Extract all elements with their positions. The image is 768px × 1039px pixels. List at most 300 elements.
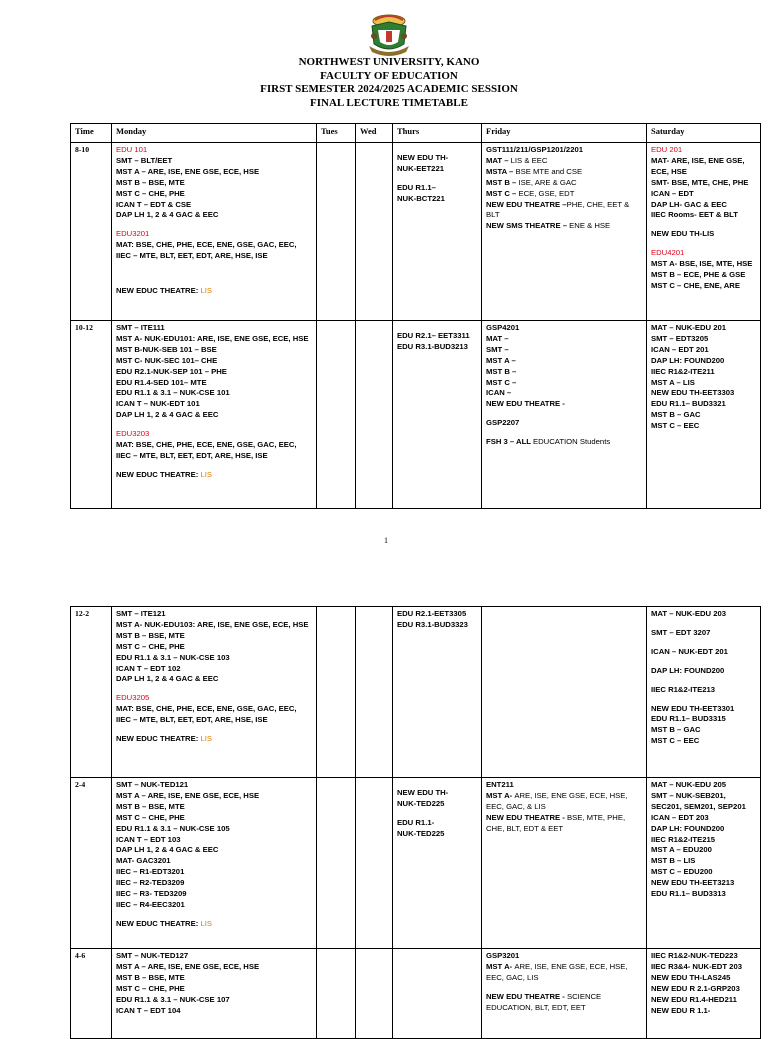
time-cell: 10-12: [71, 321, 112, 509]
line-text: SEC201, SEM201, SEP201: [651, 801, 746, 811]
line-text: ENE & HSE: [569, 221, 611, 231]
course-line: [397, 194, 477, 205]
course-line: [397, 788, 477, 799]
spacer: [397, 810, 477, 818]
line-text: MAT: BSE, CHE, PHE, ECE, ENE, GSE, GAC, EEC,: [116, 440, 297, 450]
time-cell: 4-6: [71, 949, 112, 1039]
line-text: EDU R3.1-BUD3213: [397, 341, 468, 351]
cell-saturday: [647, 143, 761, 321]
line-text: GSP4201: [486, 323, 520, 332]
line-text: IIEC R1&2-NUK-TED223: [651, 951, 738, 960]
line-text: MST C – EEC: [651, 421, 700, 431]
dept-highlight: LIS: [200, 286, 212, 296]
line-text: NEW EDU THEATRE -: [486, 991, 567, 1001]
line-text: MAT: BSE, CHE, PHE, ECE, ENE, GSE, GAC, EEC,: [116, 704, 297, 714]
course-line: [651, 780, 756, 791]
line-text: EDU R1.1 & 3.1 – NUK-CSE 103: [116, 652, 230, 662]
spacer: [397, 145, 477, 153]
dept-highlight: LIS: [200, 918, 212, 928]
line-text: MST C –: [486, 188, 519, 198]
document-header: [0, 56, 768, 110]
course-line: [651, 323, 756, 334]
course-line: [651, 167, 756, 178]
university-name: NORTHWEST UNIVERSITY, KANO: [298, 56, 480, 68]
cell-thurs: [393, 778, 482, 949]
course-line: [651, 889, 756, 900]
line-text: EDU R2.1-EET3305: [397, 609, 467, 618]
line-text: MST C –: [486, 377, 517, 387]
course-line: [651, 984, 756, 995]
course-line: [116, 356, 312, 367]
line-text: CHE, BLT, EDT & EET: [486, 823, 564, 833]
spacer: [397, 323, 477, 331]
course-line: [486, 388, 642, 399]
course-line: [116, 200, 312, 211]
course-code: EDU4201: [651, 248, 685, 258]
document-title: FINAL LECTURE TIMETABLE: [310, 96, 468, 109]
timeslot-row: [71, 143, 761, 321]
line-text: ICAN –: [486, 388, 512, 398]
cell-saturday: [647, 321, 761, 509]
line-text: EDU R1.1 & 3.1 – NUK-CSE 107: [116, 994, 230, 1004]
cell-tues: [317, 949, 356, 1039]
course-line: [116, 229, 312, 240]
line-text: MST B – GAC: [651, 725, 701, 735]
course-line: [397, 818, 477, 829]
line-text: MST A-: [486, 790, 515, 800]
spacer: [486, 984, 642, 992]
line-text: SMT – NUK-TED121: [116, 780, 189, 789]
line-text: MST B – BSE, MTE: [116, 972, 185, 982]
course-line: [397, 609, 477, 620]
line-text: MST A – LIS: [651, 377, 695, 387]
col-header-saturday: Saturday: [647, 124, 761, 143]
course-line: [651, 178, 756, 189]
line-text: SCIENCE: [567, 991, 602, 1001]
line-text: SMT – NUK-TED127: [116, 951, 189, 960]
course-line: [397, 829, 477, 840]
line-text: MST C – EDU200: [651, 867, 713, 877]
line-text: DAP LH- GAC & EEC: [651, 199, 727, 209]
spacer: [651, 620, 756, 628]
course-line: [651, 704, 756, 715]
line-text: MST C – CHE, PHE: [116, 812, 185, 822]
line-text: MST A – EDU200: [651, 845, 712, 855]
course-line: [116, 951, 312, 962]
line-text: MST A- BSE, ISE, MTE, HSE: [651, 259, 753, 269]
header-row: [71, 124, 761, 143]
line-text: MST B-NUK-SEB 101 – BSE: [116, 344, 217, 354]
cell-friday: [482, 143, 647, 321]
cell-thurs: [393, 321, 482, 509]
course-line: [116, 780, 312, 791]
line-text: BSE, MTE, PHE,: [567, 812, 626, 822]
line-text: MST A –: [486, 355, 516, 365]
line-text: MST A – ARE, ISE, ENE GSE, ECE, HSE: [116, 166, 260, 176]
course-line: [116, 704, 312, 715]
line-text: EDU R3.1-BUD3323: [397, 619, 468, 629]
course-code: EDU3205: [116, 693, 150, 703]
course-line: [116, 378, 312, 389]
course-line: [116, 1006, 312, 1017]
cell-wed: [356, 607, 393, 778]
cell-wed: [356, 778, 393, 949]
line-text: MST A- NUK-EDU103: ARE, ISE, ENE GSE, ECE, HSE: [116, 619, 309, 629]
course-line: [651, 200, 756, 211]
course-line: [651, 725, 756, 736]
course-line: [486, 334, 642, 345]
course-line: [116, 609, 312, 620]
course-line: [116, 334, 312, 345]
course-line: [651, 356, 756, 367]
line-text: IIEC – R2-TED3209: [116, 878, 185, 888]
faculty-name: FACULTY OF EDUCATION: [320, 69, 458, 82]
course-line: [116, 323, 312, 334]
course-line: [397, 153, 477, 164]
line-text: EDU R2.1-NUK-SEP 101 – PHE: [116, 366, 227, 376]
line-text: NEW EDU TH-EET3303: [651, 388, 735, 398]
course-line: [486, 221, 642, 232]
line-text: EDU R1.1 & 3.1 – NUK-CSE 101: [116, 388, 230, 398]
line-text: EDU R1.4-SED 101– MTE: [116, 377, 207, 387]
cell-monday: [112, 143, 317, 321]
line-text: IIEC – MTE, BLT, EET, EDT, ARE, HSE, ISE: [116, 450, 268, 460]
course-line: [116, 145, 312, 156]
course-line: [651, 973, 756, 984]
course-line: [486, 418, 642, 429]
line-text: DAP LH: FOUND200: [651, 823, 725, 833]
line-text: BLT: [486, 210, 500, 220]
course-line: [651, 995, 756, 1006]
course-line: [486, 992, 642, 1003]
course-line: [116, 664, 312, 675]
line-text: PHE, CHE, EET &: [566, 199, 630, 209]
course-line: [651, 259, 756, 270]
course-line: [116, 835, 312, 846]
course-line: [486, 356, 642, 367]
cell-tues: [317, 143, 356, 321]
line-text: MST C – CHE, PHE: [116, 641, 185, 651]
course-line: [486, 824, 642, 835]
col-header-wed: Wed: [356, 124, 393, 143]
course-line: [116, 388, 312, 399]
course-line: [116, 900, 312, 911]
course-line: [116, 856, 312, 867]
timeslot-row: [71, 949, 761, 1039]
line-text: GSP3201: [486, 951, 520, 960]
cell-wed: [356, 949, 393, 1039]
course-line: [651, 156, 756, 167]
line-text: GSP2207: [486, 418, 520, 428]
course-line: [116, 631, 312, 642]
course-line: [651, 399, 756, 410]
dept-highlight: LIS: [200, 734, 212, 744]
col-header-thurs: Thurs: [393, 124, 482, 143]
cell-monday: [112, 321, 317, 509]
course-line: [651, 378, 756, 389]
course-line: [116, 734, 312, 745]
course-line: [651, 824, 756, 835]
cell-saturday: [647, 778, 761, 949]
cell-monday: [112, 607, 317, 778]
course-line: [486, 200, 642, 211]
course-line: [486, 167, 642, 178]
course-line: [116, 802, 312, 813]
course-line: [486, 973, 642, 984]
course-line: [651, 281, 756, 292]
line-text: EDU R2.1– EET3311: [397, 331, 470, 340]
line-text: SMT – EDT3205: [651, 333, 709, 343]
line-text: NEW EDU TH-LAS245: [651, 972, 731, 982]
line-text: NEW EDUC THEATRE:: [116, 469, 201, 479]
course-line: [116, 674, 312, 685]
course-line: [486, 399, 642, 410]
session-title: FIRST SEMESTER 2024/2025 ACADEMIC SESSION: [260, 83, 518, 95]
course-line: [651, 410, 756, 421]
line-text: ECE, GSE, EDT: [518, 188, 575, 198]
time-cell: 8-10: [71, 143, 112, 321]
course-line: [651, 666, 756, 677]
course-line: [651, 229, 756, 240]
course-code: EDU3203: [116, 429, 150, 439]
spacer: [116, 221, 312, 229]
course-line: [651, 367, 756, 378]
line-text: IIEC – R3- TED3209: [116, 889, 187, 899]
course-line: [651, 647, 756, 658]
course-line: [116, 845, 312, 856]
line-text: SMT – ITE111: [116, 323, 165, 332]
line-text: ICAN T – EDT 103: [116, 834, 181, 844]
line-text: MST B – BSE, MTE: [116, 177, 185, 187]
course-line: [486, 145, 642, 156]
course-line: [651, 802, 756, 813]
course-code: EDU3201: [116, 229, 150, 239]
line-text: NEW EDU TH-EET3301: [651, 703, 735, 713]
course-line: [486, 189, 642, 200]
cell-wed: [356, 321, 393, 509]
course-line: [651, 628, 756, 639]
course-line: [486, 780, 642, 791]
line-text: MST C- NUK-SEC 101– CHE: [116, 355, 218, 365]
course-line: [651, 1006, 756, 1017]
cell-friday: [482, 778, 647, 949]
cell-thurs: [393, 607, 482, 778]
line-text: NEW EDUC THEATRE:: [116, 286, 201, 296]
time-cell: 2-4: [71, 778, 112, 949]
col-header-time: Time: [71, 124, 112, 143]
timeslot-row: [71, 607, 761, 778]
line-text: SMT – NUK-SEB201,: [651, 790, 726, 800]
line-text: MST B – BSE, MTE: [116, 630, 185, 640]
spacer: [116, 270, 312, 278]
time-cell: 12-2: [71, 607, 112, 778]
line-text: NUK-TED225: [397, 798, 445, 808]
line-text: DAP LH 1, 2 & 4 GAC & EEC: [116, 210, 219, 220]
line-text: MST B – BSE, MTE: [116, 801, 185, 811]
course-line: [651, 791, 756, 802]
line-text: MAT –: [486, 333, 509, 343]
spacer: [651, 658, 756, 666]
line-text: IIEC R3&4- NUK-EDT 203: [651, 961, 742, 971]
line-text: MAT – NUK-EDU 201: [651, 323, 727, 332]
line-text: EDUCATION, BLT, EDT, EET: [486, 1002, 586, 1012]
spacer: [651, 677, 756, 685]
cell-friday: [482, 321, 647, 509]
line-text: MST A – ARE, ISE, ENE GSE, ECE, HSE: [116, 790, 260, 800]
line-text: SMT – ITE121: [116, 609, 166, 618]
spacer: [397, 175, 477, 183]
course-line: [486, 210, 642, 221]
line-text: IIEC Rooms- EET & BLT: [651, 210, 738, 220]
line-text: ECE, HSE: [651, 166, 687, 176]
line-text: DAP LH 1, 2 & 4 GAC & EEC: [116, 410, 219, 420]
line-text: MST B –: [486, 177, 519, 187]
course-line: [486, 1003, 642, 1014]
course-line: [651, 951, 756, 962]
line-text: MST C – CHE, ENE, ARE: [651, 280, 740, 290]
line-text: LIS & EEC: [510, 155, 548, 165]
line-text: EDU R1.1-: [397, 817, 435, 827]
line-text: DAP LH 1, 2 & 4 GAC & EEC: [116, 674, 219, 684]
page-number: 1: [384, 536, 388, 545]
course-line: [116, 824, 312, 835]
line-text: EDUCATION Students: [533, 437, 611, 447]
line-text: SMT – BLT/EET: [116, 155, 173, 165]
line-text: MST A-: [486, 961, 515, 971]
line-text: GST111/211/GSP1201/2201: [486, 145, 584, 154]
course-line: [116, 813, 312, 824]
course-line: [116, 470, 312, 481]
line-text: EDU R1.1– BUD3313: [651, 889, 726, 899]
cell-monday: [112, 778, 317, 949]
line-text: MST B – ECE, PHE & GSE: [651, 270, 746, 280]
course-line: [651, 145, 756, 156]
line-text: IIEC – MTE, BLT, EET, EDT, ARE, HSE, ISE: [116, 715, 268, 725]
line-text: NEW EDU R 1.1-: [651, 1005, 711, 1015]
course-line: [116, 620, 312, 631]
cell-monday: [112, 949, 317, 1039]
line-text: NEW EDU TH-: [397, 153, 449, 162]
line-text: NEW EDUC THEATRE:: [116, 918, 201, 928]
line-text: ICAN – EDT 201: [651, 344, 709, 354]
course-line: [651, 878, 756, 889]
course-line: [116, 791, 312, 802]
course-line: [116, 962, 312, 973]
spacer: [486, 410, 642, 418]
line-text: NEW EDU TH-LIS: [651, 229, 715, 239]
course-line: [116, 167, 312, 178]
course-line: [397, 164, 477, 175]
cell-wed: [356, 143, 393, 321]
line-text: NEW EDU TH-EET3213: [651, 878, 735, 888]
cell-saturday: [647, 607, 761, 778]
course-line: [486, 378, 642, 389]
spacer: [116, 262, 312, 270]
course-line: [651, 845, 756, 856]
line-text: EDU R1.1 & 3.1 – NUK-CSE 105: [116, 823, 230, 833]
line-text: NEW SMS THEATRE –: [486, 221, 570, 231]
line-text: ICAN T – EDT & CSE: [116, 199, 192, 209]
line-text: NUK-BCT221: [397, 193, 445, 203]
line-text: ARE, ISE, ENE GSE, ECE, HSE,: [514, 790, 628, 800]
line-text: NUK-EET221: [397, 163, 444, 173]
timeslot-row: [71, 778, 761, 949]
course-line: [116, 984, 312, 995]
line-text: BSE MTE and CSE: [515, 166, 583, 176]
university-logo: [366, 12, 412, 56]
spacer: [651, 221, 756, 229]
course-line: [651, 421, 756, 432]
cell-saturday: [647, 949, 761, 1039]
line-text: EEC, GAC, LIS: [486, 972, 539, 982]
line-text: SMT – EDT 3207: [651, 627, 711, 637]
course-line: [486, 813, 642, 824]
course-line: [116, 410, 312, 421]
line-text: MST C – CHE, PHE: [116, 983, 185, 993]
line-text: MAT – NUK-EDU 205: [651, 780, 727, 789]
course-line: [651, 856, 756, 867]
course-line: [651, 345, 756, 356]
line-text: EDU R1.1– BUD3321: [651, 399, 726, 409]
course-line: [116, 156, 312, 167]
course-line: [116, 973, 312, 984]
timeslot-row: [71, 321, 761, 509]
cell-tues: [317, 321, 356, 509]
course-line: [116, 693, 312, 704]
course-line: [486, 951, 642, 962]
line-text: MAT- GAC3201: [116, 856, 171, 866]
course-line: [397, 799, 477, 810]
spacer: [116, 685, 312, 693]
spacer: [486, 429, 642, 437]
course-line: [116, 653, 312, 664]
timetable-page-1: [70, 123, 761, 509]
course-line: [116, 867, 312, 878]
line-text: DAP LH: FOUND200: [651, 665, 725, 675]
course-line: [116, 995, 312, 1006]
course-line: [651, 270, 756, 281]
col-header-friday: Friday: [482, 124, 647, 143]
course-line: [651, 962, 756, 973]
line-text: ARE, ISE, ENE GSE, ECE, HSE,: [514, 961, 628, 971]
cell-thurs: [393, 143, 482, 321]
course-line: [486, 178, 642, 189]
spacer: [397, 780, 477, 788]
dept-highlight: LIS: [200, 469, 212, 479]
line-text: IIEC R1&2-ITE213: [651, 684, 716, 694]
line-text: FSH 3 – ALL: [486, 437, 533, 447]
spacer: [116, 911, 312, 919]
cell-thurs: [393, 949, 482, 1039]
line-text: ICAN – EDT 203: [651, 812, 709, 822]
line-text: MST B – GAC: [651, 410, 701, 420]
course-line: [486, 802, 642, 813]
spacer: [116, 726, 312, 734]
course-line: [116, 715, 312, 726]
line-text: MST A- NUK-EDU101: ARE, ISE, ENE GSE, ECE, HSE: [116, 333, 309, 343]
cell-tues: [317, 778, 356, 949]
spacer: [116, 421, 312, 429]
course-line: [651, 867, 756, 878]
cell-friday: [482, 607, 647, 778]
line-text: EDU R1.1– BUD3315: [651, 714, 726, 724]
line-text: IIEC R1&2-ITE215: [651, 834, 716, 844]
course-code: EDU 101: [116, 145, 148, 154]
cell-tues: [317, 607, 356, 778]
line-text: NEW EDUC THEATRE:: [116, 734, 201, 744]
line-text: DAP LH: FOUND200: [651, 355, 725, 365]
course-line: [651, 714, 756, 725]
